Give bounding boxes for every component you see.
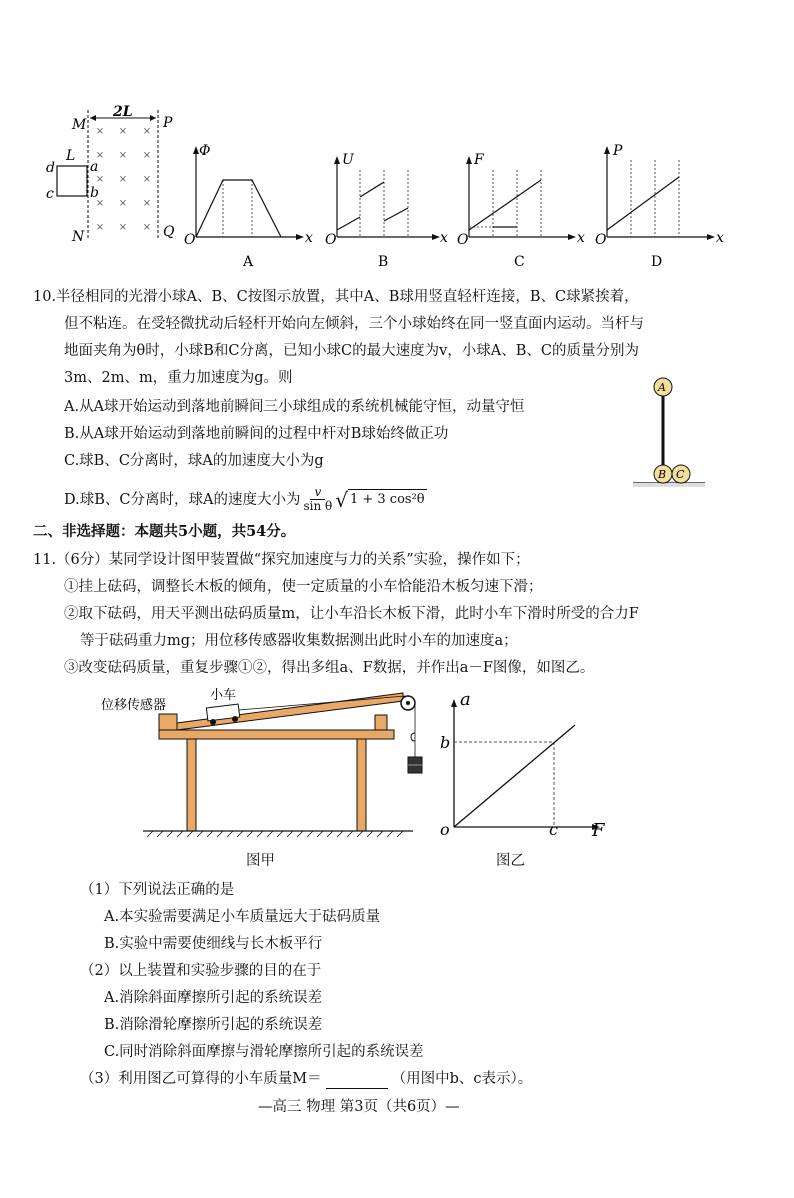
sqrt-sign-icon: √ (335, 487, 348, 512)
page-footer: —高三 物理 第3页（共6页）— (258, 1099, 460, 1115)
corner-n: N (72, 229, 85, 245)
graph-a-xlabel: x (305, 230, 313, 246)
loop-c: c (46, 186, 54, 202)
q10-option-d-radicand: 1 + 3 cos²θ (348, 489, 427, 510)
graph-option-d (595, 143, 724, 270)
answer-blank[interactable] (326, 1072, 388, 1089)
ball-b-label: B (658, 468, 667, 481)
graph-yi-b: b (440, 733, 451, 752)
svg-text:×: × (118, 198, 128, 209)
cart-label: 小车 (210, 688, 237, 703)
graph-a-option: A (243, 254, 254, 270)
caption-yi: 图乙 (496, 853, 525, 869)
fraction-numerator: v (310, 486, 325, 500)
q11-step-3: ③改变砝码质量，重复步骤①②，得出多组a、F数据，并作出a－F图像，如图乙。 (64, 660, 595, 676)
figure-yi-graph (430, 685, 620, 845)
svg-text:×: × (95, 198, 105, 209)
svg-text:×: × (118, 174, 128, 185)
q10-line-3: 地面夹角为θ时，小球B和C分离，已知小球C的最大速度为v，小球A、B、C的质量分别为 (64, 343, 639, 359)
q11-step-1: ①挂上砝码，调整长木板的倾角，使一定质量的小车恰能沿木板匀速下滑； (64, 579, 543, 595)
ball-a-label: A (658, 381, 666, 394)
loop-l: L (66, 148, 76, 164)
q10-option-d-prefix: D.球B、C分离时，球A的速度大小为 (64, 491, 301, 508)
svg-text:×: × (142, 198, 152, 209)
corner-m: M (72, 117, 87, 133)
q11-part-3 (80, 1069, 532, 1089)
q11-part-3-prefix: （3）利用图乙可算得的小车质量M＝ (80, 1071, 322, 1087)
svg-text:×: × (95, 174, 105, 185)
q10-ball-figure (625, 370, 715, 495)
graph-b-option: B (378, 254, 389, 270)
graph-b-origin: O (325, 232, 337, 248)
graph-yi-xlabel: F (592, 820, 605, 841)
svg-text:×: × (95, 222, 105, 233)
corner-p: P (163, 115, 173, 131)
graph-c-xlabel: x (577, 230, 585, 246)
graph-yi-ylabel: a (460, 689, 471, 710)
graph-b-ylabel: U (342, 152, 354, 168)
graph-c-origin: O (457, 232, 469, 248)
svg-text:×: × (142, 174, 152, 185)
q10-option-d (64, 486, 427, 513)
svg-text:×: × (118, 126, 128, 137)
loop-a: a (90, 159, 99, 175)
sensor-label: 位移传感器 (101, 698, 167, 713)
q10-option-d-fraction (303, 486, 332, 513)
graph-option-a (184, 143, 313, 270)
graph-d-origin: O (595, 232, 607, 248)
graph-b-xlabel: x (440, 230, 448, 246)
loop-b: b (90, 185, 99, 201)
svg-text:×: × (142, 222, 152, 233)
q11-part-2-a: A.消除斜面摩擦所引起的系统误差 (104, 990, 323, 1006)
svg-text:×: × (118, 222, 128, 233)
q11-part-1-a: A.本实验需要满足小车质量远大于砝码质量 (104, 909, 381, 925)
graph-option-b (325, 152, 448, 270)
graph-c-ylabel: F (474, 152, 484, 168)
graph-d-option: D (651, 254, 663, 270)
svg-text:×: × (95, 150, 105, 161)
fraction-denominator: sin θ (303, 499, 333, 513)
q10-option-a: A.从A球开始运动到落地前瞬间三小球组成的系统机械能守恒，动量守恒 (64, 399, 525, 415)
graph-yi-origin: o (440, 820, 450, 839)
caption-jia: 图甲 (246, 853, 275, 869)
q11-part-2: （2）以上装置和实验步骤的目的在于 (80, 963, 322, 979)
q11-part-1-b: B.实验中需要使细线与长木板平行 (104, 936, 323, 952)
q11-step-2b: 等于砝码重力mg；用位移传感器收集数据测出此时小车的加速度a； (80, 633, 518, 649)
q10-option-c: C.球B、C分离时，球A的加速度大小为g (64, 453, 324, 469)
section-2-heading: 二、非选择题：本题共5小题，共54分。 (33, 523, 296, 540)
q11-intro: 11.（6分）某同学设计图甲装置做“探究加速度与力的关系”实验，操作如下； (33, 552, 530, 568)
graph-yi-c: c (549, 820, 558, 839)
graph-a-origin: O (184, 232, 196, 248)
q10-line-4: 3m、2m、m，重力加速度为g。则 (64, 370, 293, 386)
svg-text:×: × (142, 150, 152, 161)
field-width-label: 2L (113, 104, 133, 120)
magnetic-field-diagram (46, 104, 175, 245)
loop-d: d (46, 160, 55, 176)
q10-line-1: 10.半径相同的光滑小球A、B、C按图示放置，其中A、B球用竖直轻杆连接，B、C球紧挨着， (33, 289, 639, 305)
ball-c-label: C (676, 468, 685, 481)
q10-option-b: B.从A球开始运动到落地前瞬间的过程中杆对B球始终做正功 (64, 426, 449, 442)
top-figures (0, 0, 794, 280)
graph-option-c (457, 152, 585, 270)
af-line (454, 725, 575, 827)
graph-c-option: C (514, 254, 525, 270)
figure-jia-apparatus (95, 685, 425, 845)
graph-d-ylabel: P (613, 143, 623, 159)
q11-step-2a: ②取下砝码，用天平测出砝码质量m，让小车沿长木板下滑，此时小车下滑时所受的合力F (64, 606, 639, 622)
q10-line-2: 但不粘连。在受轻微扰动后轻杆开始向左倾斜，三个小球始终在同一竖直面内运动。当杆与 (64, 316, 644, 332)
q11-part-3-suffix: （用图中b、c表示）。 (391, 1071, 533, 1087)
q11-part-1: （1）下列说法正确的是 (80, 882, 235, 898)
corner-q: Q (163, 224, 175, 240)
svg-text:×: × (95, 126, 105, 137)
svg-text:×: × (142, 126, 152, 137)
svg-text:×: × (118, 150, 128, 161)
q11-part-2-c: C.同时消除斜面摩擦与滑轮摩擦所引起的系统误差 (104, 1044, 424, 1060)
q11-part-2-b: B.消除滑轮摩擦所引起的系统误差 (104, 1017, 323, 1033)
graph-a-ylabel: Φ (199, 143, 211, 159)
graph-d-xlabel: x (716, 230, 724, 246)
